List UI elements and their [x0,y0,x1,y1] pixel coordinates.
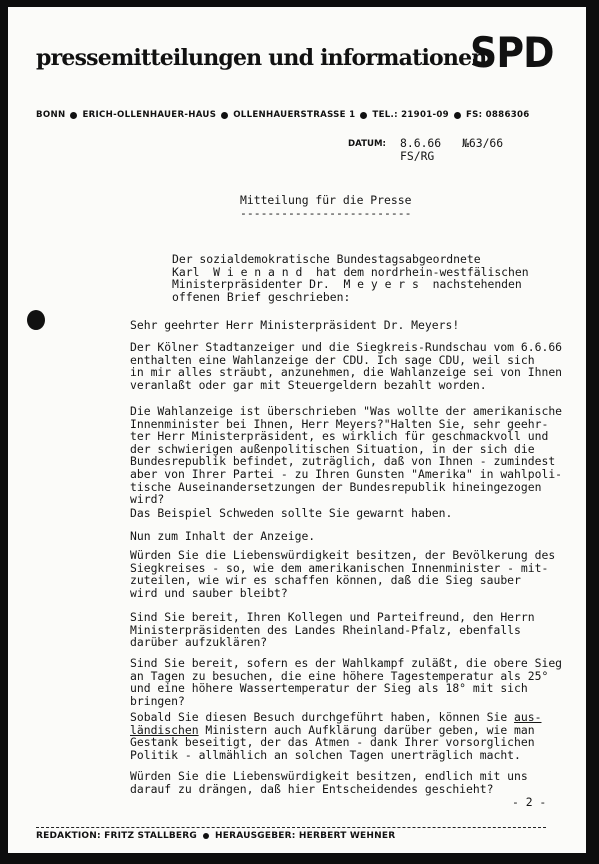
text-line: der schwierigen außenpolitischen Situation, in der sich die [130,441,535,456]
text-line: Ministerpräsidenten des Landes Rheinland-Pfalz, ebenfalls [130,622,521,637]
text-line: Der sozialdemokratische Bundestagsabgeordnete [172,252,481,266]
underlined-text: ländischen [130,722,199,737]
release-number: №63/66 [462,136,504,150]
text-line: Sind Sie bereit, Ihren Kollegen und Parteifreund, den Herrn [130,610,535,624]
text-line: Sind Sie bereit, sofern es der Wahlkampf zuläßt, die obere Sieg [130,656,563,670]
text-line: darüber aufzuklären? [130,635,268,650]
text-line: an Tagen zu besuchen, die eine höhere Tagestemperatur als 25° [130,668,549,683]
spd-logo: SPD [470,28,554,77]
text-line: darauf zu drängen, daß hier Entscheidendes geschieht? [130,781,494,796]
text-line: und eine höhere Wassertemperatur der Sieg als 18° mit sich [130,681,528,696]
text-line: Politik - allmählich an solchen Tagen unerträglich macht. [130,747,521,762]
text-line: aber von Ihrer Partei - zu Ihren Gunsten "Amerika" in wahlpoli- [130,466,563,481]
underlined-text: aus- [514,710,542,724]
paragraph-6 [130,611,535,649]
text-line: tische Auseinandersetzungen der Bundesrepublik hineingezogen [130,479,542,494]
bullet-icon [221,112,228,119]
paragraph-7 [130,657,562,707]
masthead-title: pressemitteilungen und informationen [36,45,487,71]
text-line: Die Wahlanzeige ist überschrieben "Was wollte der amerikanische [130,404,563,418]
text-line: Würden Sie die Liebenswürdigkeit besitzen, endlich mit uns [130,769,528,783]
text-line: enthalten eine Wahlanzeige der CDU. Ich sage CDU, weil sich [130,352,535,367]
salutation: Sehr geehrter Herr Ministerpräsident Dr. Meyers! [130,318,460,332]
paragraph-5 [130,549,555,599]
text-line: Ministerpräsidenter Dr. M e y e r s nachstehenden [172,277,522,292]
address-phone: TEL.: 21901-09 [372,110,449,120]
text-line: ter Herr Ministerpräsident, es wirklich für geschmackvoll und [130,429,549,444]
text-segment: Ministern auch Aufklärung darüber geben, wie man [198,722,535,737]
bullet-icon [203,833,209,839]
text-line: bringen? [130,693,185,708]
text-segment: Sobald Sie diesen Besuch durchgeführt haben, können Sie [130,710,515,724]
address-telex: FS: 0886306 [465,110,530,120]
bullet-icon [454,112,461,119]
address-city: BONN [36,110,66,120]
scan-border [586,0,599,864]
publisher-credit: HERAUSGEBER: HERBERT WEHNER [215,831,396,841]
text-line: Karl W i e n a n d hat dem nordrhein-westfälischen [172,264,529,279]
address-line [36,110,556,120]
date-value: 8.6.66 [400,136,442,150]
address-building: ERICH-OLLENHAUER-HAUS [82,110,217,120]
bullet-icon [360,112,367,119]
author-initials: FS/RG [400,149,435,163]
text-line: veranlaßt oder gar mit Steuergeldern bezahlt worden. [130,377,487,392]
intro-paragraph [172,253,529,303]
page-number: - 2 - [512,795,547,809]
text-line: Innenminister bei Ihnen, Herr Meyers?"Halten Sie, sehr geehr- [130,416,549,431]
text-line: Siegkreises - so, wie dem amerikanischen Innenminister - mit- [130,560,549,575]
paragraph-9 [130,770,528,795]
text-line: Würden Sie die Liebenswürdigkeit besitzen, der Bevölkerung des [130,548,556,562]
editor-credit: REDAKTION: FRITZ STALLBERG [36,831,197,841]
title-underline: ------------------------- [240,206,412,220]
text-line: Gestank beseitigt, der das Atmen - dank Ihrer vorsorglichen [130,735,535,750]
text-line: in mir alles sträubt, anzunehmen, die Wahlanzeige sei von Ihnen [130,365,563,380]
footer [36,831,516,841]
bullet-icon [70,112,77,119]
text-line: zuteilen, wie wir es schaffen können, daß die Sieg sauber [130,573,521,588]
text-line: Bundesrepublik befindet, zuträglich, daß von Ihnen - zumindest [130,454,556,469]
paragraph-3: Das Beispiel Schweden sollte Sie gewarnt haben. [130,506,453,520]
punch-hole-mark [27,310,45,330]
press-release-title: Mitteilung für die Presse [240,193,412,207]
address-street: OLLENHAUERSTRASSE 1 [233,110,356,120]
text-line: wird? [130,492,165,507]
paragraph-8 [130,711,541,761]
footer-divider [36,827,546,828]
text-line: Der Kölner Stadtanzeiger und die Siegkreis-Rundschau vom 6.6.66 [130,340,563,354]
paragraph-4: Nun zum Inhalt der Anzeige. [130,529,316,543]
text-line: wird und sauber bleibt? [130,585,288,600]
date-label: DATUM: [348,139,386,149]
text-line: offenen Brief geschrieben: [172,289,351,304]
paragraph-1 [130,341,562,391]
paragraph-2 [130,405,562,506]
